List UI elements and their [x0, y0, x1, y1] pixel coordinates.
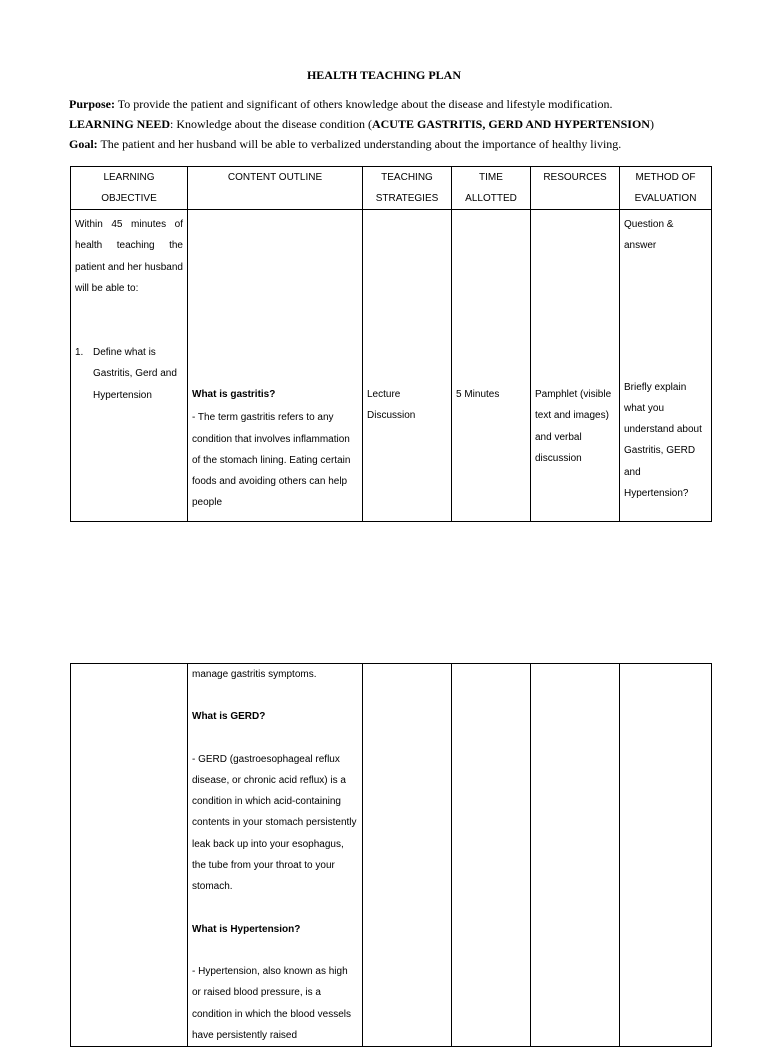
cell-method-of-evaluation-cont [620, 664, 712, 1047]
purpose-text: To provide the patient and significant of others knowledge about the disease and lifestyle modification. [115, 97, 613, 111]
header-time-allotted: TIME ALLOTTED [452, 167, 531, 210]
learning-need-emphasis: ACUTE GASTRITIS, GERD AND HYPERTENSION [371, 117, 650, 131]
objective-item-text: Define what is Gastritis, Gerd and Hypertension [93, 347, 177, 401]
goal-label: Goal: [69, 137, 98, 151]
cell-resources-cont [531, 664, 620, 1047]
time-value: 5 Minutes [456, 389, 500, 400]
gerd-text: - GERD (gastroesophageal reflux disease, or chronic acid reflux) is a condition in which acid-containing contents in your stomach persistently leak back up into your esophagus, the tube from your throat to your stomach. [192, 753, 357, 893]
table-row [71, 210, 712, 522]
learning-need-close: ) [649, 117, 654, 131]
header-teaching-strategies: TEACHING STRATEGIES [363, 167, 452, 210]
header-method-of-evaluation: METHOD OF EVALUATION [620, 167, 712, 210]
goal-text: The patient and her husband will be able to verbalized understanding about the importance of healthy living. [97, 137, 622, 151]
cell-content-outline-cont [188, 664, 363, 1047]
goal-line [69, 137, 621, 152]
cell-resources [531, 210, 620, 522]
document-title: HEALTH TEACHING PLAN [306, 68, 462, 82]
evaluation-explain: Briefly explain what you understand about Gastritis, GERD and Hypertension? [624, 381, 702, 500]
strategy-discussion: Discussion [367, 410, 416, 422]
evaluation-question-answer: Question & answer [624, 219, 674, 252]
hypertension-heading: What is Hypertension? [192, 923, 301, 935]
learning-need-line [69, 117, 654, 132]
cell-learning-objective [71, 210, 188, 522]
gastritis-heading: What is gastritis? [192, 389, 276, 400]
objective-item-number: 1. [75, 347, 84, 359]
header-resources: RESOURCES [531, 167, 620, 210]
teaching-plan-table-continued [70, 663, 712, 1047]
table-row [71, 664, 712, 1047]
cell-teaching-strategies-cont [363, 664, 452, 1047]
cell-time-allotted-cont [452, 664, 531, 1047]
objective-intro: Within 45 minutes of health teaching the patient and her husband will be able to: [75, 219, 183, 294]
objective-item-1 [75, 342, 183, 406]
header-learning-objective: LEARNING OBJECTIVE [71, 167, 188, 210]
cell-content-outline [188, 210, 363, 522]
table-header-row [71, 167, 712, 210]
teaching-plan-table [70, 166, 712, 522]
purpose-label: Purpose: [69, 97, 115, 111]
gerd-heading: What is GERD? [192, 711, 266, 723]
cell-teaching-strategies [363, 210, 452, 522]
gastritis-text: - The term gastritis refers to any condition that involves inflammation of the stomach lining. Eating certain foods and avoiding others can help people [192, 412, 351, 509]
cell-method-of-evaluation [620, 210, 712, 522]
header-content-outline: CONTENT OUTLINE [188, 167, 363, 210]
gastritis-text-continued: manage gastritis symptoms. [192, 669, 317, 680]
strategy-lecture: Lecture [367, 389, 401, 400]
resources-text: Pamphlet (visible text and images) and verbal discussion [535, 389, 612, 464]
hypertension-text: - Hypertension, also known as high or raised blood pressure, is a condition in which the blood vessels have persistently raised [192, 965, 351, 1041]
cell-time-allotted [452, 210, 531, 522]
learning-need-text: : Knowledge about the disease condition ( [170, 117, 372, 131]
learning-need-label: LEARNING NEED [69, 117, 171, 131]
purpose-line [69, 97, 612, 112]
cell-learning-objective-cont [71, 664, 188, 1047]
